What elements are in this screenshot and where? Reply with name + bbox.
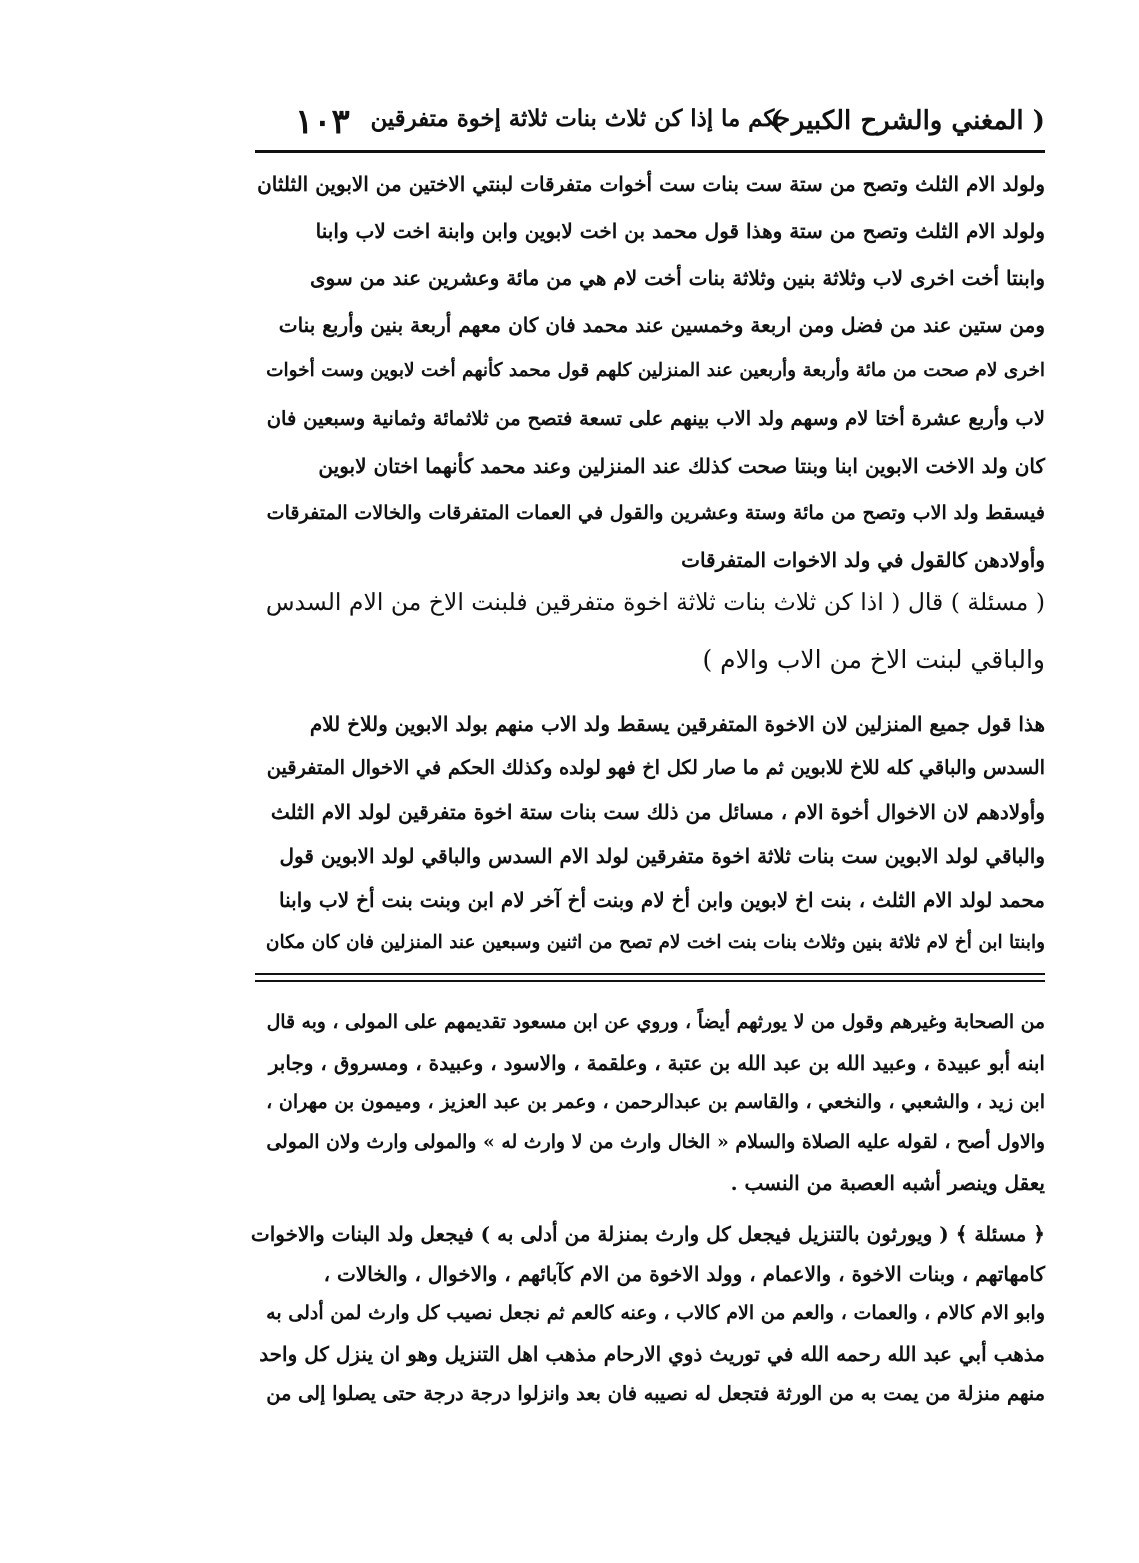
footnote-rule [255,973,1045,975]
header-rule [255,150,1045,153]
footnote-rule [255,980,1045,982]
page-number: ١٠٣ [295,102,350,142]
page: ( المغني والشرح الكبير ) حكم ما إذا كن ثلاث بنات ثلاثة إخوة متفرقين ١٠٣ ولولد الام الثلث وتصح من ستة ست بنات ست أخوات متفرقات لبنتي الاختين من الابوين الثلثان ولولد الام الثلث وتصح من ستة وهذا قول محمد بن اخت لابوين وابن وابنة اخت لاب وابنا وابنتا أخت اخرى لاب وثلاثة بنين وثلاثة بنات أخت لام هي من مائة وعشرين عند من سوى ومن ستين عند من فضل ومن اربعة وخمسين عند محمد فان كان معهم أربعة بنين وأربع بنات اخرى لام صحت من مائة وأربعة وأربعين عند المنزلين كلهم قول محمد كأنهم أخت لابوين وست أخوات لاب وأربع عشرة أختا لام وسهم ولد الاب بينهم على تسعة فتصح من ثلاثمائة وثمانية وسبعين فان كان ولد الاخت الابوين ابنا وبنتا صحت كذلك عند المنزلين وعند محمد كأنهما اختان لابوين فيسقط ولد الاب وتصح من مائة وستة وعشرين والقول في العمات المتفرقات والخالات المتفرقات وأولادهن كالقول في ولد الاخوات المتفرقات ( مسئلة ) قال ( اذا كن ثلاث بنات ثلاثة اخوة متفرقين فلبنت الاخ من الام السدس والباقي لبنت الاخ من الاب والام ) هذا قول جميع المنزلين لان الاخوة المتفرقين يسقط ولد الاب منهم بولد الابوين وللاخ للام السدس والباقي كله للاخ للابوين ثم ما صار لكل اخ فهو لولده وكذلك الحكم في الاخوال المتفرقين وأولادهم لان الاخوال أخوة الام ، مسائل من ذلك ست بنات ستة اخوة متفرقين لولد الام الثلث والباقي لولد الابوين ست بنات ثلاثة اخوة متفرقين لولد الام السدس والباقي لولد الابوين قول محمد لولد الام الثلث ، بنت اخ لابوين وابن أخ لام وبنت أخ آخر لام ابن وبنت بنت أخ لاب وابنا وابنتا ابن أخ لام ثلاثة بنين وثلاث بنات بنت اخت لام تصح من اثنين وسبعين عند المنزلين فان كان مكان من الصحابة وغيرهم وقول من لا يورثهم أيضاً ، وروي عن ابن مسعود تقديمهم على المولى ، وبه قال ابنه أبو عبيدة ، وعبيد الله بن عبد الله بن عتبة ، وعلقمة ، والاسود ، وعبيدة ، ومسروق ، وجابر ابن زيد ، والشعبي ، والنخعي ، والقاسم بن عبدالرحمن ، وعمر بن عبد العزيز ، وميمون بن مهران ، والاول أصح ، لقوله عليه الصلاة والسلام « الخال وارث من لا وارث له » والمولى وارث ولان المولى يعقل وينصر أشبه العصبة من النسب . ﴿ مسئلة ﴾ ( ويورثون بالتنزيل فيجعل كل وارث بمنزلة من أدلى به ) فيجعل ولد البنات والاخوات كامهاتهم ، وبنات الاخوة ، والاعمام ، وولد الاخوة من الام كآبائهم ، والاخوال ، والخالات ، وابو الام كالام ، والعمات ، والعم من الام كالاب ، وعنه كالعم ثم نجعل نصيب كل وارث لمن أدلى به مذهب أبي عبد الله رحمه الله في توريث ذوي الارحام مذهب اهل التنزيل وهو ان ينزل كل واحد منهم منزلة من يمت به من الورثة فتجعل له نصيبه فان بعد وانزلوا درجة درجة حتى يصلوا إلى من [0,0,1139,1563]
page-header [255,104,1045,144]
section-title: حكم ما إذا كن ثلاث بنات ثلاثة إخوة متفرقين [370,106,790,132]
book-title: ( المغني والشرح الكبير ) [770,106,1045,136]
